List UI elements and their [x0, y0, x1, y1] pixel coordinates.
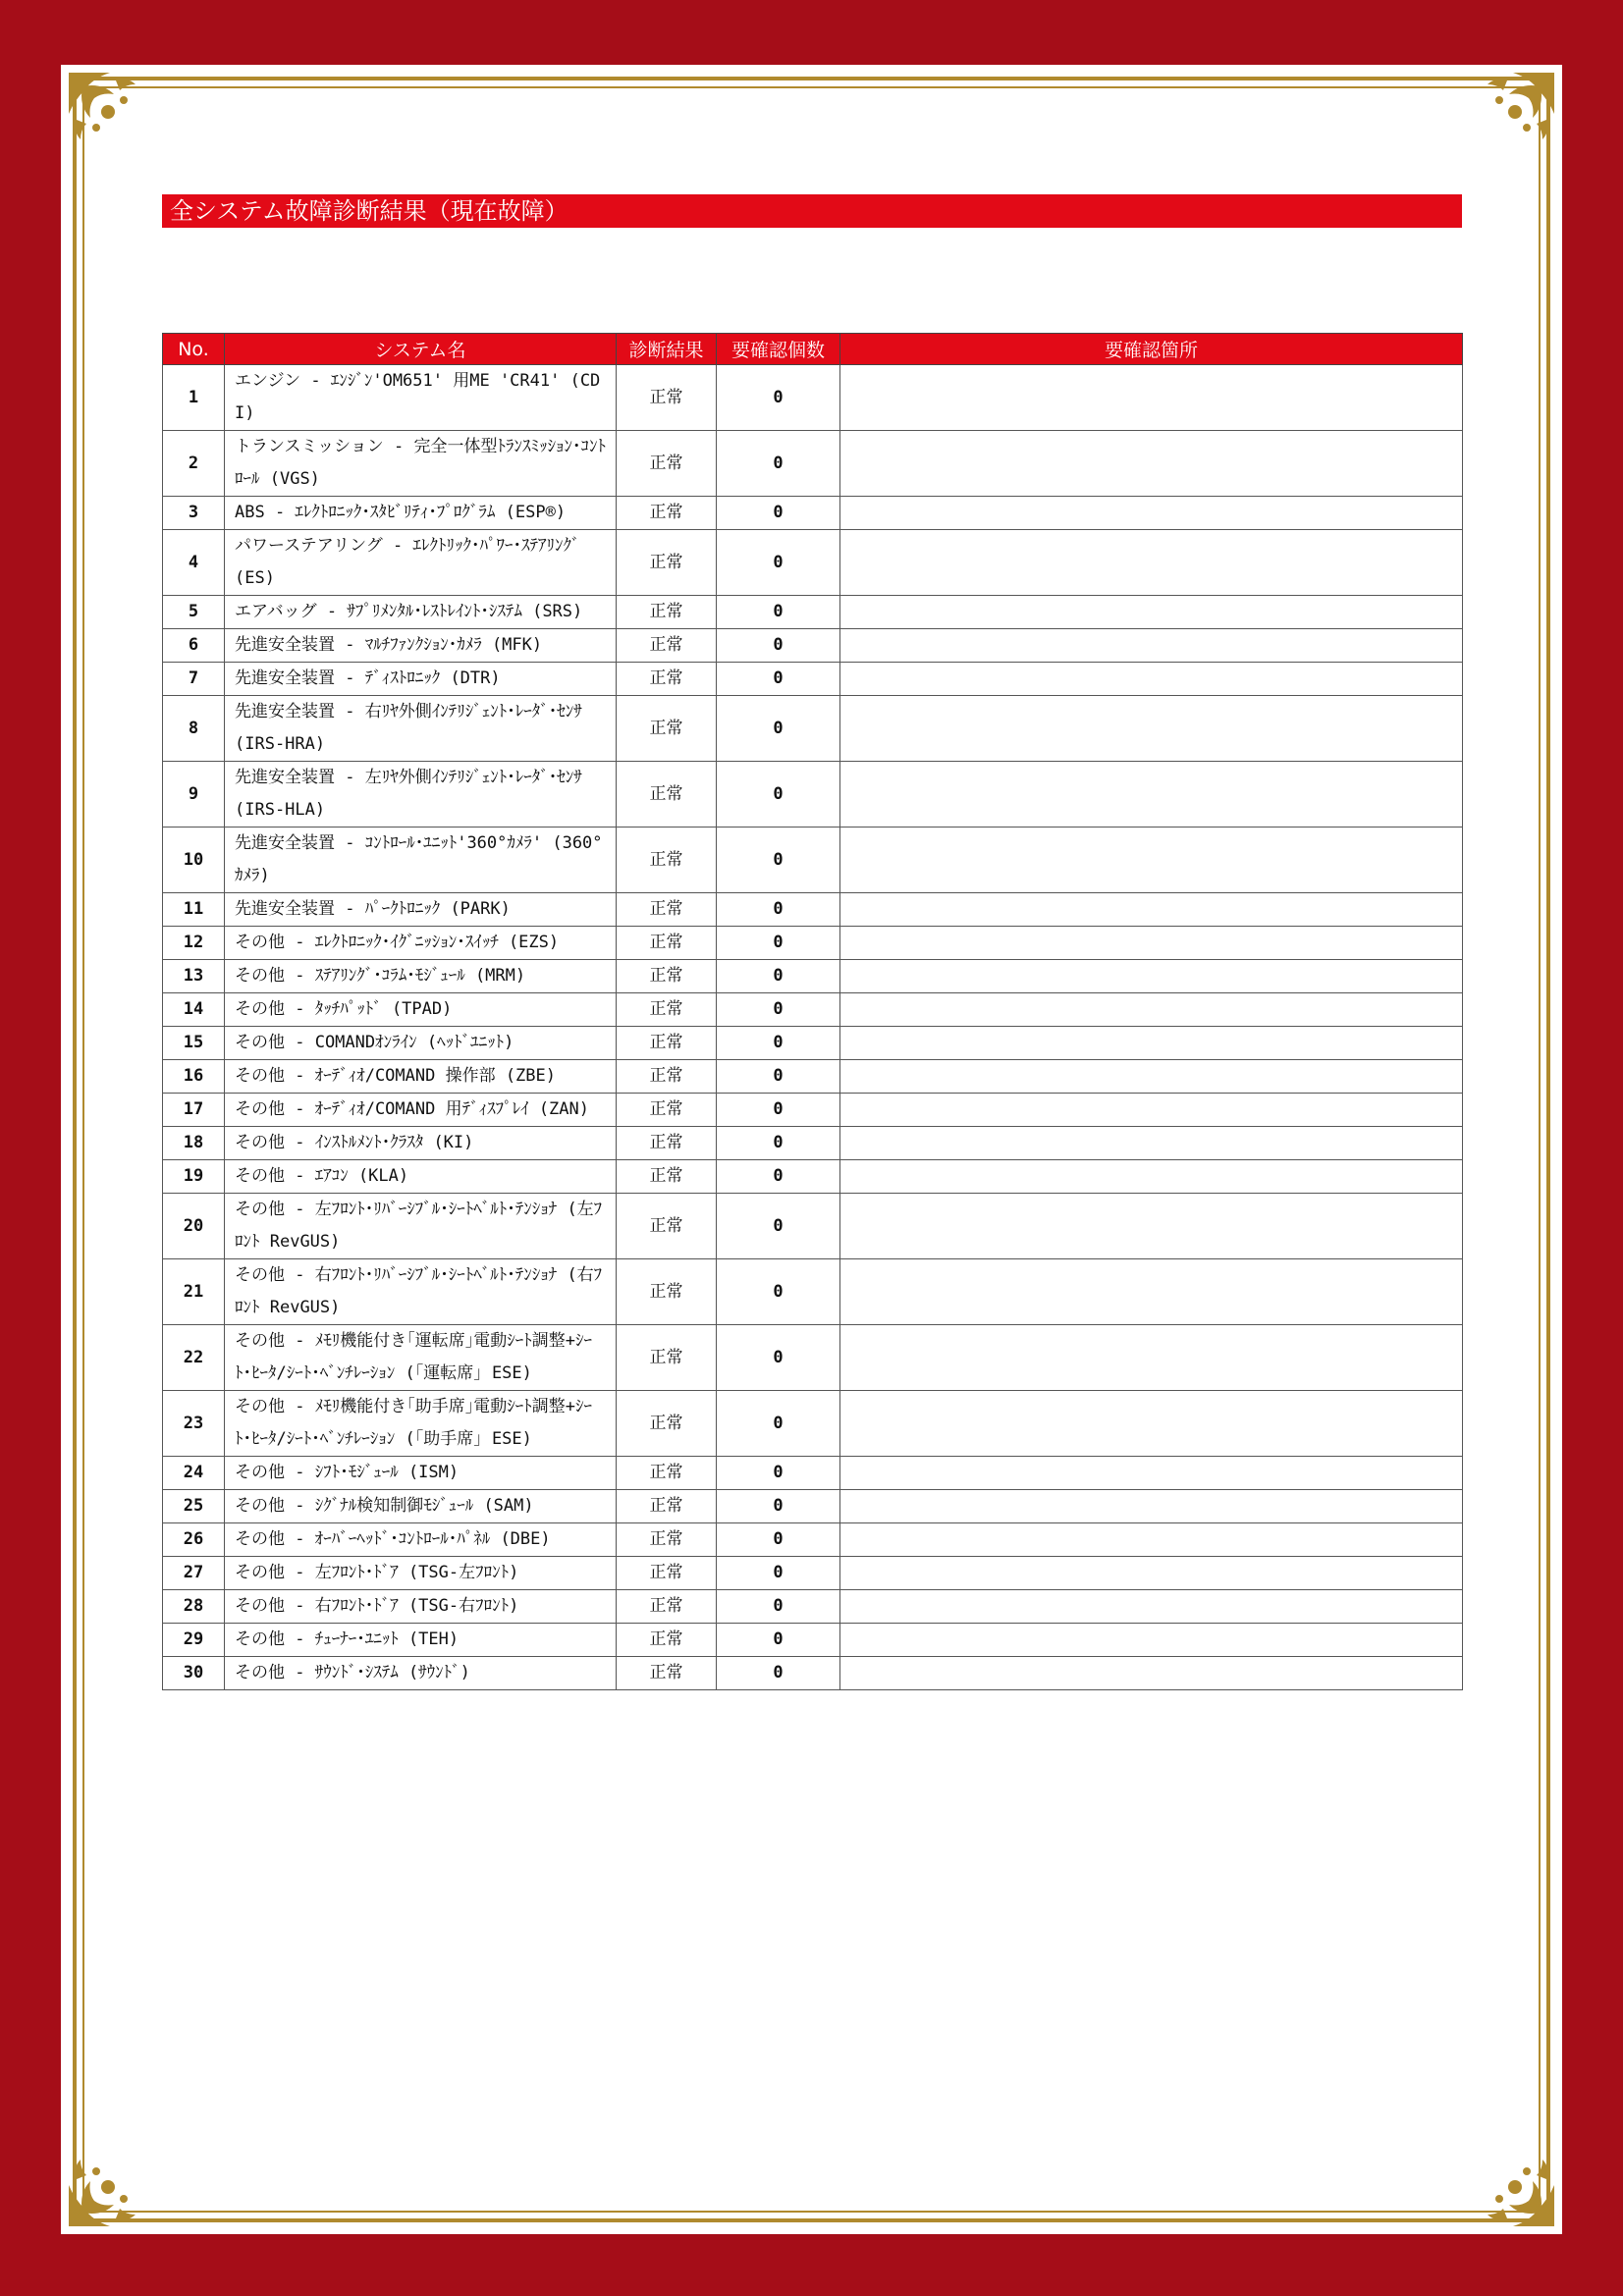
diagnosis-result: 正常	[617, 1523, 717, 1557]
table-row	[163, 762, 1463, 828]
row-number: 27	[163, 1557, 225, 1590]
diagnosis-result: 正常	[617, 1027, 717, 1060]
diagnosis-result: 正常	[617, 365, 717, 431]
row-number: 8	[163, 696, 225, 762]
system-name: 先進安全装置 - 左ﾘﾔ外側ｲﾝﾃﾘｼﾞｪﾝﾄ･ﾚｰﾀﾞ･ｾﾝｻ (IRS-HLA)	[225, 762, 617, 828]
check-location	[840, 1127, 1463, 1160]
check-count: 0	[717, 893, 840, 927]
row-number: 11	[163, 893, 225, 927]
row-number: 23	[163, 1391, 225, 1457]
check-count: 0	[717, 1027, 840, 1060]
check-location	[840, 927, 1463, 960]
check-location	[840, 530, 1463, 596]
diagnosis-result: 正常	[617, 1060, 717, 1094]
table-row	[163, 1590, 1463, 1624]
table-row	[163, 663, 1463, 696]
diagnosis-result: 正常	[617, 1160, 717, 1194]
diagnosis-result: 正常	[617, 1657, 717, 1690]
diagnosis-result: 正常	[617, 1391, 717, 1457]
system-name: その他 - 左ﾌﾛﾝﾄ･ﾄﾞｱ (TSG-左ﾌﾛﾝﾄ)	[225, 1557, 617, 1590]
diagnosis-result: 正常	[617, 696, 717, 762]
diagnosis-result: 正常	[617, 497, 717, 530]
system-name: その他 - ｼｸﾞﾅﾙ検知制御ﾓｼﾞｭｰﾙ (SAM)	[225, 1490, 617, 1523]
row-number: 1	[163, 365, 225, 431]
row-number: 6	[163, 629, 225, 663]
check-count: 0	[717, 927, 840, 960]
check-location	[840, 1457, 1463, 1490]
column-header-count: 要確認個数	[717, 334, 840, 365]
check-location	[840, 828, 1463, 893]
diagnosis-result: 正常	[617, 663, 717, 696]
diagnosis-result: 正常	[617, 1624, 717, 1657]
table-row	[163, 1259, 1463, 1325]
diagnosis-table	[162, 333, 1463, 1690]
system-name: エアバッグ - ｻﾌﾟﾘﾒﾝﾀﾙ･ﾚｽﾄﾚｲﾝﾄ･ｼｽﾃﾑ (SRS)	[225, 596, 617, 629]
diagnosis-result: 正常	[617, 762, 717, 828]
corner-ornament-icon	[63, 2139, 156, 2232]
system-name: その他 - ｴﾚｸﾄﾛﾆｯｸ･ｲｸﾞﾆｯｼｮﾝ･ｽｲｯﾁ (EZS)	[225, 927, 617, 960]
check-count: 0	[717, 629, 840, 663]
check-location	[840, 1490, 1463, 1523]
check-location	[840, 1624, 1463, 1657]
system-name: パワーステアリング - ｴﾚｸﾄﾘｯｸ･ﾊﾟﾜｰ･ｽﾃｱﾘﾝｸﾞ (ES)	[225, 530, 617, 596]
row-number: 16	[163, 1060, 225, 1094]
table-row	[163, 927, 1463, 960]
row-number: 15	[163, 1027, 225, 1060]
row-number: 30	[163, 1657, 225, 1690]
check-count: 0	[717, 1160, 840, 1194]
check-location	[840, 1259, 1463, 1325]
table-row	[163, 1160, 1463, 1194]
diagnosis-result: 正常	[617, 1325, 717, 1391]
diagnosis-result: 正常	[617, 828, 717, 893]
check-location	[840, 1590, 1463, 1624]
document-page	[61, 65, 1562, 2234]
system-name: トランスミッション - 完全一体型ﾄﾗﾝｽﾐｯｼｮﾝ･ｺﾝﾄﾛｰﾙ (VGS)	[225, 431, 617, 497]
row-number: 25	[163, 1490, 225, 1523]
column-header-location: 要確認箇所	[840, 334, 1463, 365]
check-count: 0	[717, 1624, 840, 1657]
check-count: 0	[717, 365, 840, 431]
diagnosis-result: 正常	[617, 893, 717, 927]
check-location	[840, 1657, 1463, 1690]
system-name: 先進安全装置 - ｺﾝﾄﾛｰﾙ･ﾕﾆｯﾄ'360°ｶﾒﾗ' (360°ｶﾒﾗ)	[225, 828, 617, 893]
diagnosis-result: 正常	[617, 1490, 717, 1523]
check-location	[840, 762, 1463, 828]
check-location	[840, 497, 1463, 530]
system-name: その他 - ｴｱｺﾝ (KLA)	[225, 1160, 617, 1194]
row-number: 7	[163, 663, 225, 696]
check-location	[840, 960, 1463, 993]
row-number: 29	[163, 1624, 225, 1657]
system-name: その他 - COMANDｵﾝﾗｲﾝ (ﾍｯﾄﾞﾕﾆｯﾄ)	[225, 1027, 617, 1060]
table-row	[163, 993, 1463, 1027]
table-row	[163, 1490, 1463, 1523]
system-name: その他 - ﾁｭｰﾅｰ･ﾕﾆｯﾄ (TEH)	[225, 1624, 617, 1657]
check-location	[840, 696, 1463, 762]
system-name: エンジン - ｴﾝｼﾞﾝ'OM651' 用ME 'CR41' (CDI)	[225, 365, 617, 431]
check-count: 0	[717, 1391, 840, 1457]
table-row	[163, 1391, 1463, 1457]
system-name: その他 - ｽﾃｱﾘﾝｸﾞ･ｺﾗﾑ･ﾓｼﾞｭｰﾙ (MRM)	[225, 960, 617, 993]
row-number: 26	[163, 1523, 225, 1557]
row-number: 18	[163, 1127, 225, 1160]
check-count: 0	[717, 1094, 840, 1127]
row-number: 28	[163, 1590, 225, 1624]
system-name: 先進安全装置 - 右ﾘﾔ外側ｲﾝﾃﾘｼﾞｪﾝﾄ･ﾚｰﾀﾞ･ｾﾝｻ (IRS-HRA)	[225, 696, 617, 762]
row-number: 5	[163, 596, 225, 629]
check-location	[840, 1194, 1463, 1259]
diagnosis-result: 正常	[617, 431, 717, 497]
check-location	[840, 365, 1463, 431]
report-title: 全システム故障診断結果（現在故障）	[162, 194, 1462, 228]
diagnosis-result: 正常	[617, 1557, 717, 1590]
check-count: 0	[717, 1259, 840, 1325]
check-count: 0	[717, 762, 840, 828]
check-count: 0	[717, 497, 840, 530]
column-header-system: システム名	[225, 334, 617, 365]
check-location	[840, 1557, 1463, 1590]
diagnosis-result: 正常	[617, 993, 717, 1027]
check-count: 0	[717, 1060, 840, 1094]
system-name: その他 - ﾒﾓﾘ機能付き｢助手席｣電動ｼｰﾄ調整+ｼｰﾄ･ﾋｰﾀ/ｼｰﾄ･ﾍﾞﾝﾁﾚｰｼｮﾝ (｢助手席｣ ESE)	[225, 1391, 617, 1457]
check-count: 0	[717, 960, 840, 993]
table-row	[163, 596, 1463, 629]
check-location	[840, 1523, 1463, 1557]
row-number: 22	[163, 1325, 225, 1391]
check-location	[840, 1060, 1463, 1094]
row-number: 12	[163, 927, 225, 960]
table-row	[163, 1624, 1463, 1657]
check-location	[840, 1391, 1463, 1457]
system-name: その他 - 左ﾌﾛﾝﾄ･ﾘﾊﾞｰｼﾌﾞﾙ･ｼｰﾄﾍﾞﾙﾄ･ﾃﾝｼｮﾅ (左ﾌﾛﾝﾄ RevGUS)	[225, 1194, 617, 1259]
corner-ornament-icon	[1467, 67, 1560, 160]
table-row	[163, 365, 1463, 431]
system-name: その他 - ﾒﾓﾘ機能付き｢運転席｣電動ｼｰﾄ調整+ｼｰﾄ･ﾋｰﾀ/ｼｰﾄ･ﾍﾞﾝﾁﾚｰｼｮﾝ (｢運転席｣ ESE)	[225, 1325, 617, 1391]
table-row	[163, 1194, 1463, 1259]
table-row	[163, 696, 1463, 762]
check-count: 0	[717, 431, 840, 497]
check-count: 0	[717, 1590, 840, 1624]
diagnosis-result: 正常	[617, 530, 717, 596]
check-location	[840, 663, 1463, 696]
row-number: 24	[163, 1457, 225, 1490]
check-location	[840, 1094, 1463, 1127]
table-header-row	[163, 334, 1463, 365]
diagnosis-result: 正常	[617, 1457, 717, 1490]
corner-ornament-icon	[1467, 2139, 1560, 2232]
check-count: 0	[717, 1523, 840, 1557]
check-count: 0	[717, 1490, 840, 1523]
row-number: 19	[163, 1160, 225, 1194]
check-count: 0	[717, 1127, 840, 1160]
table-row	[163, 1657, 1463, 1690]
table-row	[163, 1325, 1463, 1391]
check-count: 0	[717, 1657, 840, 1690]
check-location	[840, 893, 1463, 927]
system-name: その他 - ｼﾌﾄ･ﾓｼﾞｭｰﾙ (ISM)	[225, 1457, 617, 1490]
row-number: 4	[163, 530, 225, 596]
table-row	[163, 497, 1463, 530]
system-name: ABS - ｴﾚｸﾄﾛﾆｯｸ･ｽﾀﾋﾞﾘﾃｨ･ﾌﾟﾛｸﾞﾗﾑ (ESP®)	[225, 497, 617, 530]
diagnosis-result: 正常	[617, 1094, 717, 1127]
system-name: その他 - 右ﾌﾛﾝﾄ･ﾘﾊﾞｰｼﾌﾞﾙ･ｼｰﾄﾍﾞﾙﾄ･ﾃﾝｼｮﾅ (右ﾌﾛﾝﾄ RevGUS)	[225, 1259, 617, 1325]
row-number: 17	[163, 1094, 225, 1127]
row-number: 2	[163, 431, 225, 497]
row-number: 14	[163, 993, 225, 1027]
column-header-no: No.	[163, 334, 225, 365]
diagnosis-result: 正常	[617, 1127, 717, 1160]
table-row	[163, 893, 1463, 927]
diagnosis-result: 正常	[617, 927, 717, 960]
table-row	[163, 1094, 1463, 1127]
system-name: 先進安全装置 - ﾊﾟｰｸﾄﾛﾆｯｸ (PARK)	[225, 893, 617, 927]
table-row	[163, 1027, 1463, 1060]
check-count: 0	[717, 1325, 840, 1391]
table-row	[163, 1457, 1463, 1490]
check-count: 0	[717, 1557, 840, 1590]
row-number: 20	[163, 1194, 225, 1259]
table-row	[163, 828, 1463, 893]
system-name: その他 - ｵｰﾃﾞｨｵ/COMAND 操作部 (ZBE)	[225, 1060, 617, 1094]
table-row	[163, 1523, 1463, 1557]
system-name: 先進安全装置 - ﾏﾙﾁﾌｧﾝｸｼｮﾝ･ｶﾒﾗ (MFK)	[225, 629, 617, 663]
system-name: その他 - ｲﾝｽﾄﾙﾒﾝﾄ･ｸﾗｽﾀ (KI)	[225, 1127, 617, 1160]
corner-ornament-icon	[63, 67, 156, 160]
table-row	[163, 1060, 1463, 1094]
diagnosis-result: 正常	[617, 960, 717, 993]
diagnosis-result: 正常	[617, 1259, 717, 1325]
system-name: その他 - ｵｰﾊﾞｰﾍｯﾄﾞ･ｺﾝﾄﾛｰﾙ･ﾊﾟﾈﾙ (DBE)	[225, 1523, 617, 1557]
system-name: その他 - ｻｳﾝﾄﾞ･ｼｽﾃﾑ (ｻｳﾝﾄﾞ)	[225, 1657, 617, 1690]
table-row	[163, 960, 1463, 993]
table-row	[163, 1127, 1463, 1160]
check-location	[840, 1160, 1463, 1194]
column-header-result: 診断結果	[617, 334, 717, 365]
check-count: 0	[717, 993, 840, 1027]
check-location	[840, 629, 1463, 663]
row-number: 13	[163, 960, 225, 993]
check-count: 0	[717, 696, 840, 762]
check-count: 0	[717, 1457, 840, 1490]
check-count: 0	[717, 530, 840, 596]
table-row	[163, 530, 1463, 596]
diagnosis-result: 正常	[617, 1590, 717, 1624]
check-count: 0	[717, 828, 840, 893]
row-number: 10	[163, 828, 225, 893]
system-name: 先進安全装置 - ﾃﾞｨｽﾄﾛﾆｯｸ (DTR)	[225, 663, 617, 696]
check-location	[840, 1325, 1463, 1391]
check-count: 0	[717, 596, 840, 629]
diagnosis-result: 正常	[617, 596, 717, 629]
system-name: その他 - ｵｰﾃﾞｨｵ/COMAND 用ﾃﾞｨｽﾌﾟﾚｲ (ZAN)	[225, 1094, 617, 1127]
check-location	[840, 431, 1463, 497]
table-row	[163, 431, 1463, 497]
check-count: 0	[717, 663, 840, 696]
row-number: 9	[163, 762, 225, 828]
system-name: その他 - ﾀｯﾁﾊﾟｯﾄﾞ (TPAD)	[225, 993, 617, 1027]
check-location	[840, 596, 1463, 629]
row-number: 21	[163, 1259, 225, 1325]
check-location	[840, 993, 1463, 1027]
table-row	[163, 629, 1463, 663]
check-count: 0	[717, 1194, 840, 1259]
diagnosis-result: 正常	[617, 629, 717, 663]
diagnosis-result: 正常	[617, 1194, 717, 1259]
check-location	[840, 1027, 1463, 1060]
table-row	[163, 1557, 1463, 1590]
system-name: その他 - 右ﾌﾛﾝﾄ･ﾄﾞｱ (TSG-右ﾌﾛﾝﾄ)	[225, 1590, 617, 1624]
row-number: 3	[163, 497, 225, 530]
